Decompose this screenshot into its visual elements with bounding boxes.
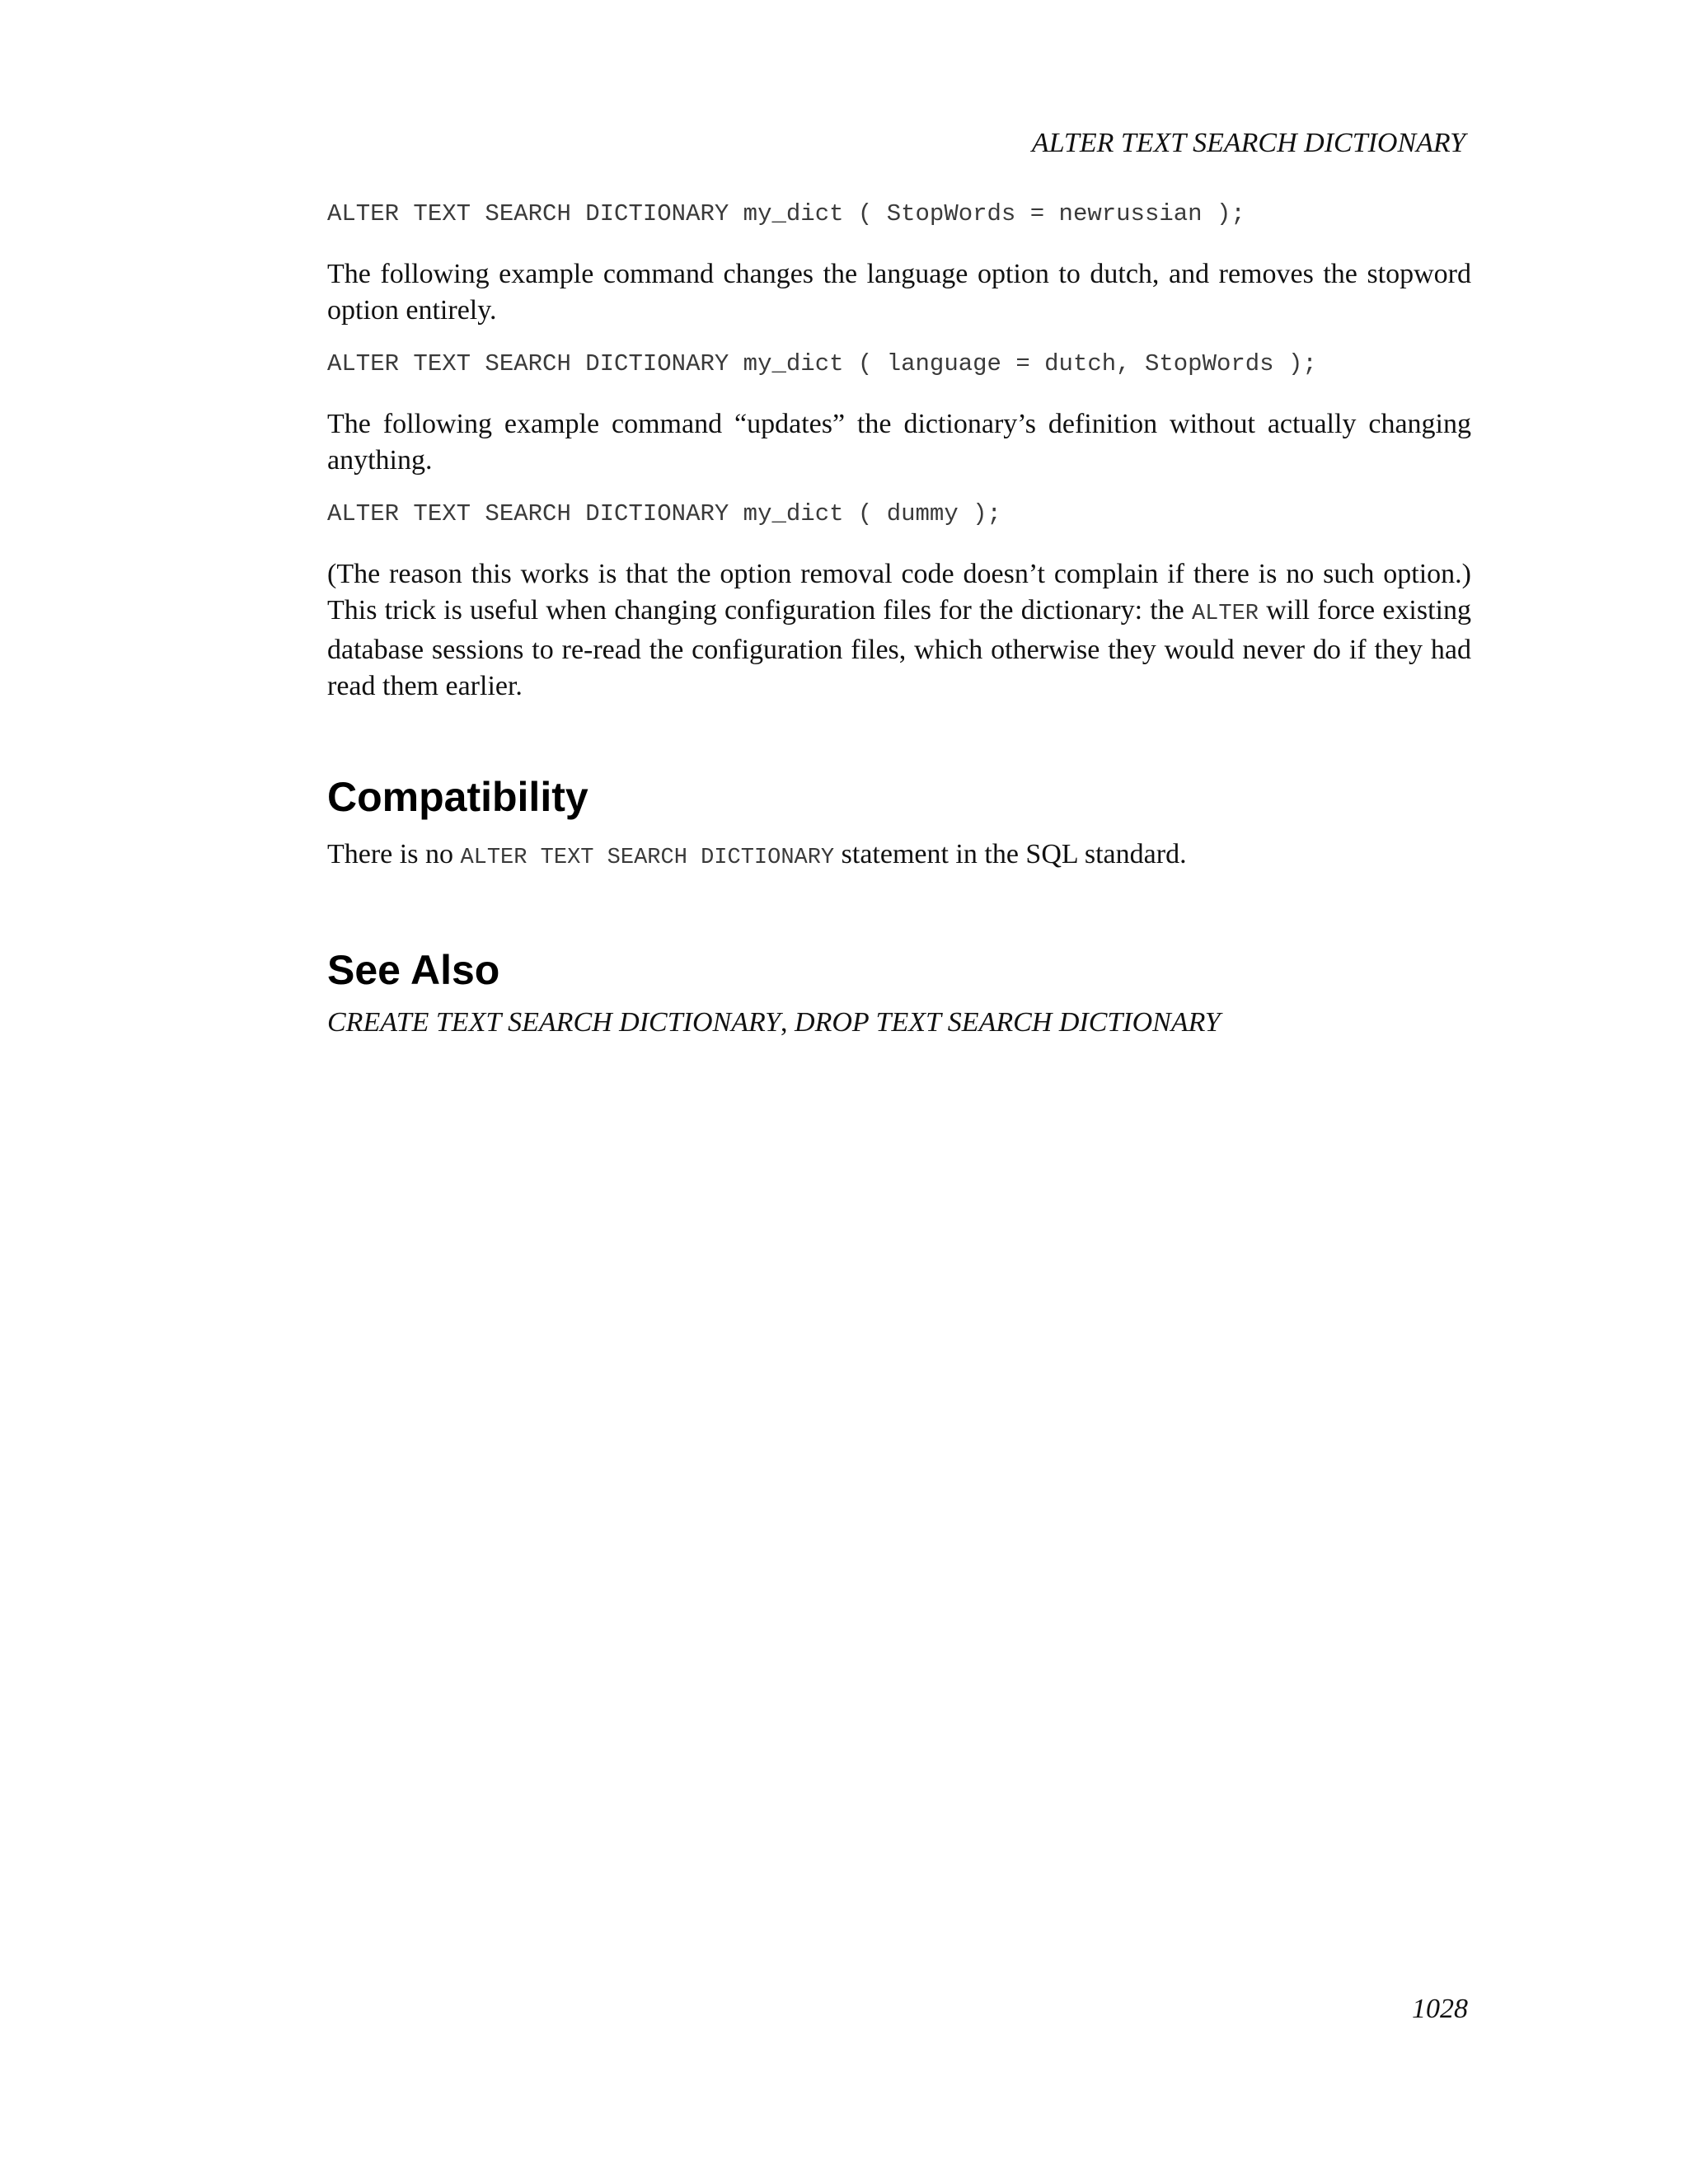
paragraph-reason-explanation: [327, 556, 1471, 704]
section-title-see-also: See Also: [327, 946, 500, 993]
paragraph-text-after: will force existing database sessions to re-read the configuration files, which otherwise they would never do if they had read them earlier.: [327, 594, 1471, 701]
see-also-links: [327, 1003, 1471, 1043]
link-separator: ,: [781, 1006, 795, 1038]
code-example-dummy: ALTER TEXT SEARCH DICTIONARY my_dict ( dummy );: [327, 500, 1001, 527]
paragraph-compatibility: [327, 837, 1471, 877]
running-header: ALTER TEXT SEARCH DICTIONARY: [1031, 128, 1465, 158]
page-content: [327, 194, 1471, 1043]
code-example-stopwords: ALTER TEXT SEARCH DICTIONARY my_dict ( StopWords = newrussian );: [327, 200, 1245, 227]
compatibility-text-before: There is no: [327, 839, 461, 869]
page-number: 1028: [1412, 1994, 1468, 2024]
inline-code-alter: ALTER: [1191, 601, 1259, 626]
paragraph-updates-definition: The following example command “updates” the dictionary’s definition without actually changing anything.: [327, 409, 1471, 476]
compatibility-text-after: statement in the SQL standard.: [834, 839, 1187, 869]
link-create-text-search-dictionary[interactable]: CREATE TEXT SEARCH DICTIONARY: [327, 1006, 781, 1038]
paragraph-language-option: The following example command changes the language option to dutch, and removes the stopword option entirely.: [327, 259, 1471, 326]
code-example-language: ALTER TEXT SEARCH DICTIONARY my_dict ( language = dutch, StopWords );: [327, 350, 1317, 377]
paragraph-text-before: (The reason this works is that the option removal code doesn’t complain if there is no such option.) This trick is useful when changing configuration files for the dictionary: the: [327, 559, 1471, 626]
link-drop-text-search-dictionary[interactable]: DROP TEXT SEARCH DICTIONARY: [795, 1006, 1221, 1038]
section-title-compatibility: Compatibility: [327, 774, 588, 820]
inline-code-statement: ALTER TEXT SEARCH DICTIONARY: [460, 846, 835, 870]
